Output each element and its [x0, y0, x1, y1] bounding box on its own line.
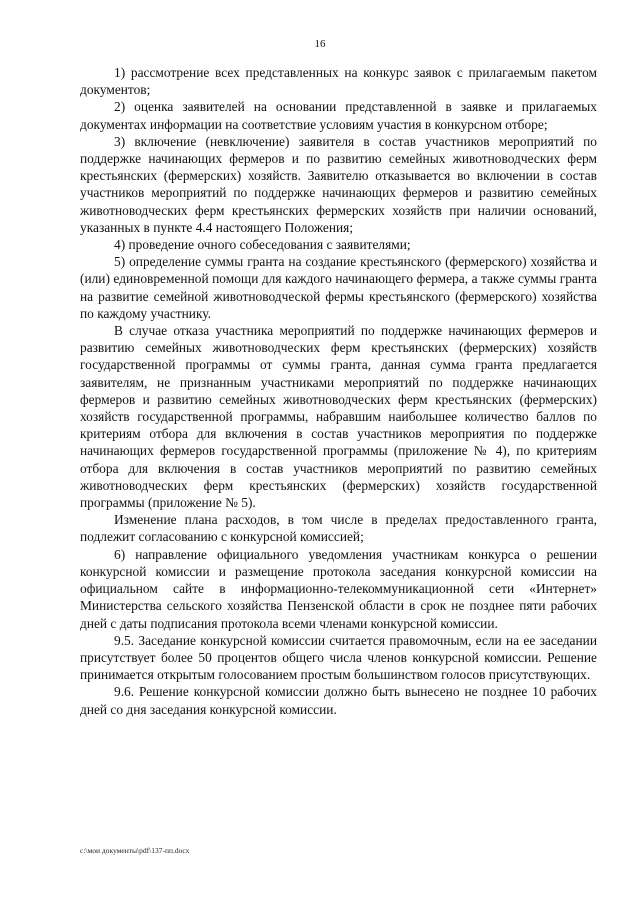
paragraph-item-2: 2) оценка заявителей на основании представленной в заявке и прилагаемых документах информации на соответствие условиям участия в конкурсном отборе; — [80, 99, 597, 132]
paragraph-grant-refusal: В случае отказа участника мероприятий по поддержке начинающих фермеров и развитию семейных животноводческих ферм крестьянских (фермерских) хозяйств государственной программы от суммы гранта, данная сумма гранта предлагается заявителям, не признанным участниками мероприятий по поддержке начинающих фермеров и развитию семейных животноводческих ферм крестьянских (фермерских) хозяйств государственной программы, набравшим наибольшее количество баллов по критериям отбора для включения в состав участников мероприятия по поддержке начинающих фермеров государственной программы (приложение № 4), по критериям отбора для включения в состав участников мероприятий по развитию семейных животноводческих ферм крестьянских (фермерских) хозяйств государственной программы (приложение № 5). — [80, 323, 597, 511]
document-body — [80, 64, 597, 718]
footer-file-path: c:\мои документы\pdf\137-пп.docx — [80, 846, 190, 855]
paragraph-item-4: 4) проведение очного собеседования с заявителями; — [114, 237, 411, 253]
paragraph-item-6: 6) направление официального уведомления участникам конкурса о решении конкурсной комиссии и размещение протокола заседания конкурсной комиссии на официальном сайте в информационно-телекоммуникационной сети «Интернет» Министерства сельского хозяйства Пензенской области в срок не позднее пяти рабочих дней с даты подписания протокола всеми членами конкурсной комиссии. — [80, 546, 597, 631]
paragraph-plan-change: Изменение плана расходов, в том числе в пределах предоставленного гранта, подлежит согласованию с конкурсной комиссией; — [80, 512, 597, 545]
paragraph-9-6: 9.6. Решение конкурсной комиссии должно быть вынесено не позднее 10 рабочих дней со дня заседания конкурсной комиссии. — [80, 684, 597, 717]
paragraph-item-5: 5) определение суммы гранта на создание крестьянского (фермерского) хозяйства и (или) единовременной помощи для каждого начинающего фермера, а также суммы гранта на развитие семейной животноводческой фермы крестьянского (фермерского) хозяйства по каждому участнику. — [80, 254, 597, 321]
paragraph-item-3: 3) включение (невключение) заявителя в состав участников мероприятий по поддержке начинающих фермеров и по развитию семейных животноводческих ферм крестьянских (фермерских) хозяйств. Заявителю отказывается во включении в состав участников мероприятий по поддержке начинающих фермеров и развитию семейных животноводческих ферм крестьянских фермерских хозяйств при наличии оснований, указанных в пункте 4.4 настоящего Положения; — [80, 133, 597, 235]
paragraph-item-1: 1) рассмотрение всех представленных на конкурс заявок с прилагаемым пакетом документов; — [80, 65, 597, 98]
page-number: 16 — [314, 38, 326, 50]
paragraph-9-5: 9.5. Заседание конкурсной комиссии считается правомочным, если на ее заседании присутствует более 50 процентов общего числа членов конкурсной комиссии. Решение принимается открытым голосованием простым большинством голосов присутствующих. — [80, 632, 597, 683]
